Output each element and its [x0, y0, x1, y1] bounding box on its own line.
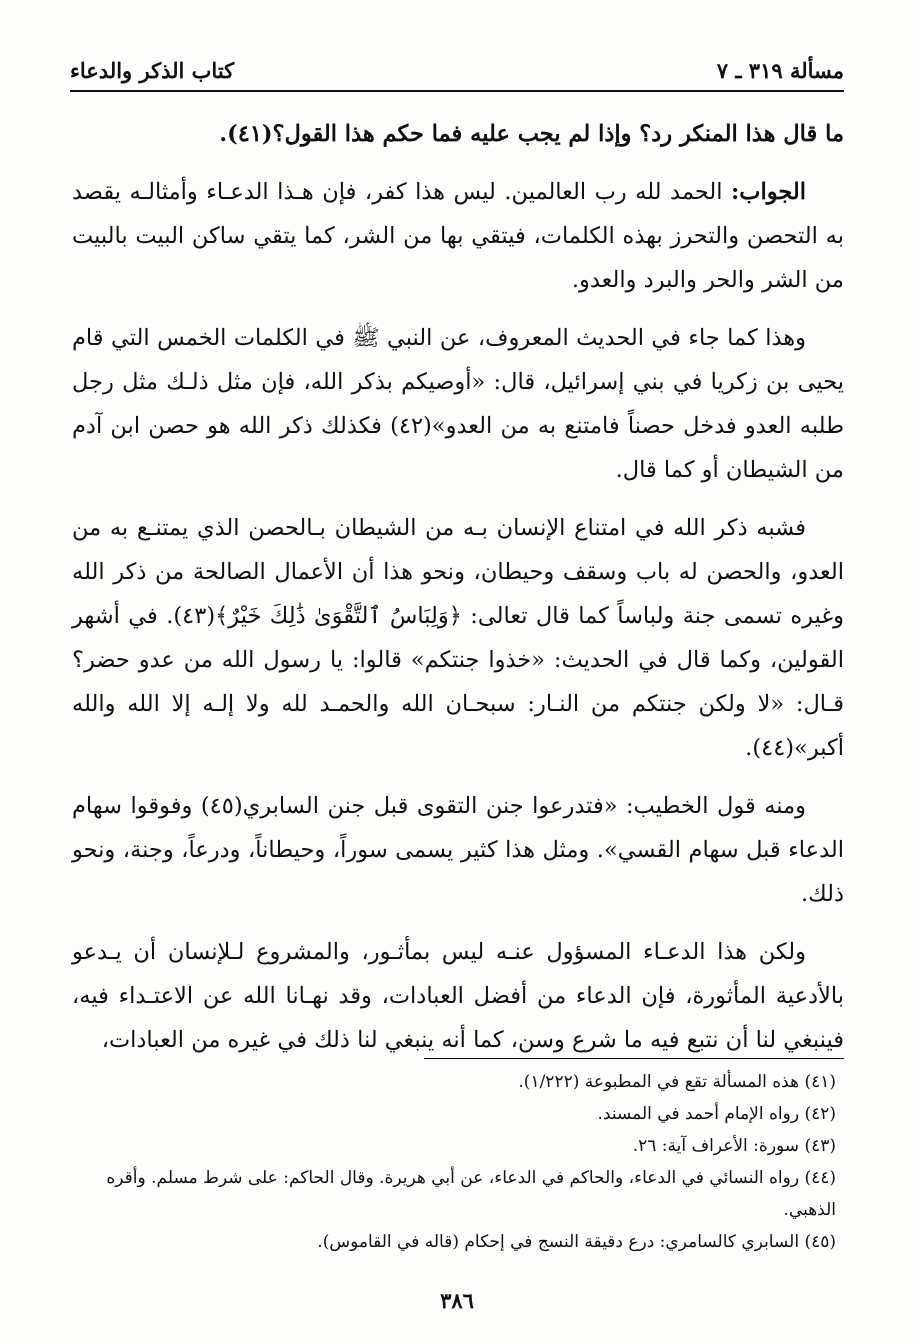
answer-paragraph: [72, 170, 844, 302]
page-number: ٣٨٦: [440, 1288, 474, 1313]
footnote-41: (٤١) هذه المسألة تقع في المطبوعة (١/٢٢٢).: [518, 1072, 836, 1092]
answer-text: الحمد لله رب العالمين. ليس هذا كفر، فإن هـذا الدعـاء وأمثالـه يقصد به التحصن والتحرز بهذه الكلمات، فيتقي بها من الشر، كما يتقي ساكن البيت بالبيت من الشر والحر والبرد والعدو.: [72, 179, 844, 293]
footnote-43: (٤٣) سورة: الأعراف آية: ٢٦.: [632, 1136, 836, 1156]
armor-paragraph: فشبه ذكر الله في امتناع الإنسان بـه من الشيطان بـالحصن الذي يمتنـع به من العدو، والحصن له باب وسقف وحيطان، ونحو هذا أن الأعمال الصالحة من ذكر الله وغيره تسمى جنة ولباساً كما قال تعالى: ﴿وَلِبَاسُ ٱلتَّقْوَىٰ ذَٰلِكَ خَيْرٌ﴾(٤٣). في أشهر القولين، وكما قال في الحديث: «خذوا جنتكم» قالوا: يا رسول الله من عدو حضر؟ قـال: «لا ولكن جنتكم من النـار: سبحـان الله والحمـد لله ولا إلـه إلا الله والله أكبر»(٤٤).: [72, 515, 844, 761]
hadith-paragraph: وهذا كما جاء في الحديث المعروف، عن النبي ﷺ في الكلمات الخمس التي قام يحيى بن زكريا في بني إسرائيل، قال: «أوصيكم بذكر الله، فإن مثل ذلـك مثل رجل طلبه العدو فدخل حصناً فامتنع به من العدو»(٤٢) فكذلك ذكر الله هو حصن ابن آدم من الشيطان أو كما قال.: [72, 325, 844, 483]
footnote-44: (٤٤) رواه النسائي في الدعاء، والحاكم في الدعاء، عن أبي هريرة. وقال الحاكم: على شرط مسلم. وأقره الذهبي.: [106, 1168, 836, 1220]
footnote-separator: [424, 1058, 844, 1059]
header-issue-number: مسألة ٣١٩ ـ ٧: [716, 57, 844, 83]
dua-paragraph: ولكن هذا الدعـاء المسؤول عنـه ليس بمأثـور، والمشروع لـلإنسان أن يـدعو بالأدعية المأثورة، فإن الدعاء من أفضل العبادات، وقد نهـانا الله عن الاعتـداء فيه، فينبغي لنا أن نتبع فيه ما شرع وسن، كما أنه ينبغي لنا ذلك في غيره من العبادات،: [72, 939, 844, 1053]
footnote-42: (٤٢) رواه الإمام أحمد في المسند.: [597, 1104, 836, 1124]
running-header: [70, 50, 844, 92]
header-book-title: كتاب الذكر والدعاء: [70, 57, 235, 83]
footnotes: [72, 1066, 836, 1258]
footnote-45: (٤٥) السابري كالسامري: درع دقيقة النسج في إحكام (قاله في القاموس).: [317, 1232, 836, 1252]
khatib-paragraph: ومنه قول الخطيب: «فتدرعوا جنن التقوى قبل جنن السابري(٤٥) وفوقوا سهام الدعاء قبل سهام القسي». ومثل هذا كثير يسمى سوراً، وحيطاناً، ودرعاً، وجنة، ونحو ذلك.: [72, 793, 844, 907]
main-text: [72, 112, 844, 1076]
answer-label: الجواب:: [731, 179, 806, 205]
question-paragraph: ما قال هذا المنكر رد؟ وإذا لم يجب عليه فما حكم هذا القول؟(٤١).: [219, 121, 844, 147]
